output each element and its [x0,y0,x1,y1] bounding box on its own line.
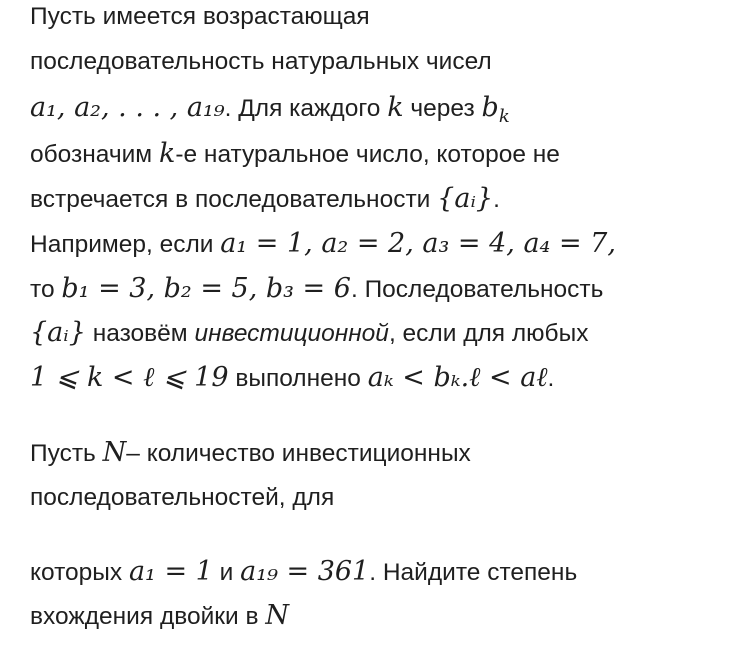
text-line-6 [30,227,616,261]
variable-b: b [481,92,499,123]
line-11-text: последовательностей, для [30,484,335,511]
text-line-3 [30,91,510,125]
variable-N-2: N [265,600,289,631]
variable-k-2: k [158,138,176,169]
variable-N: N [102,437,127,468]
line-3-text-a: . Для каждого [224,95,388,122]
text-line-4 [30,137,560,171]
text-line-11 [30,481,334,515]
line-7-text-b: . Последовательность [350,276,604,303]
example-a-formula: a₁ = 1, a₂ = 2, a₃ = 4, a₄ = 7, [220,228,616,259]
set-formula: {aᵢ} [437,183,494,214]
text-line-10 [30,436,471,470]
text-line-12 [30,555,577,589]
inequality-formula: aₖ < bₖ.ℓ < aℓ [367,362,548,393]
text-line-7 [30,272,603,306]
text-line-1 [30,0,370,34]
first-term-formula: a₁ = 1 [128,556,213,587]
line-1-text: Пусть имеется возрастающая [30,3,370,30]
text-line-9 [30,361,554,395]
line-7-text-a: то [30,276,62,303]
line-4-text-a: обозначим [30,141,159,168]
term-investment: инвестиционной [194,320,389,347]
line-9-text-b: . [547,365,555,392]
sequence-formula: a₁, a₂, . . . , a₁₉ [30,92,225,123]
line-3-text-b: через [403,95,482,122]
line-8-text-b: , если для любых [388,320,589,347]
line-4-text-b: -е натуральное число, которое не [175,141,560,168]
line-12-text-a: которых [30,559,129,586]
line-10-text-b: – количество инвестиционных [126,440,471,467]
last-term-formula: a₁₉ = 361 [240,556,370,587]
line-12-text-c: . Найдите степень [369,559,578,586]
line-2-text: последовательность натуральных чисел [30,48,492,75]
variable-b-subscript: k [498,106,510,127]
line-5-text-a: встречается в последовательности [30,186,438,213]
line-8-text-a: назовём [85,320,195,347]
variable-k: k [387,92,404,123]
text-line-5 [30,182,500,216]
line-10-text-a: Пусть [30,440,103,467]
line-12-text-b: и [212,559,241,586]
text-line-2 [30,45,492,79]
line-6-text: Например, если [30,231,221,258]
example-b-formula: b₁ = 3, b₂ = 5, b₃ = 6 [61,273,351,304]
set-formula-2: {aᵢ} [30,317,86,348]
text-line-8 [30,316,588,350]
index-condition-formula: 1 ⩽ k < ℓ ⩽ 19 [30,362,229,393]
line-13-text: вхождения двойки в [30,603,266,630]
text-line-13 [30,599,289,633]
line-9-text-a: выполнено [228,365,368,392]
line-5-text-b: . [493,186,500,213]
